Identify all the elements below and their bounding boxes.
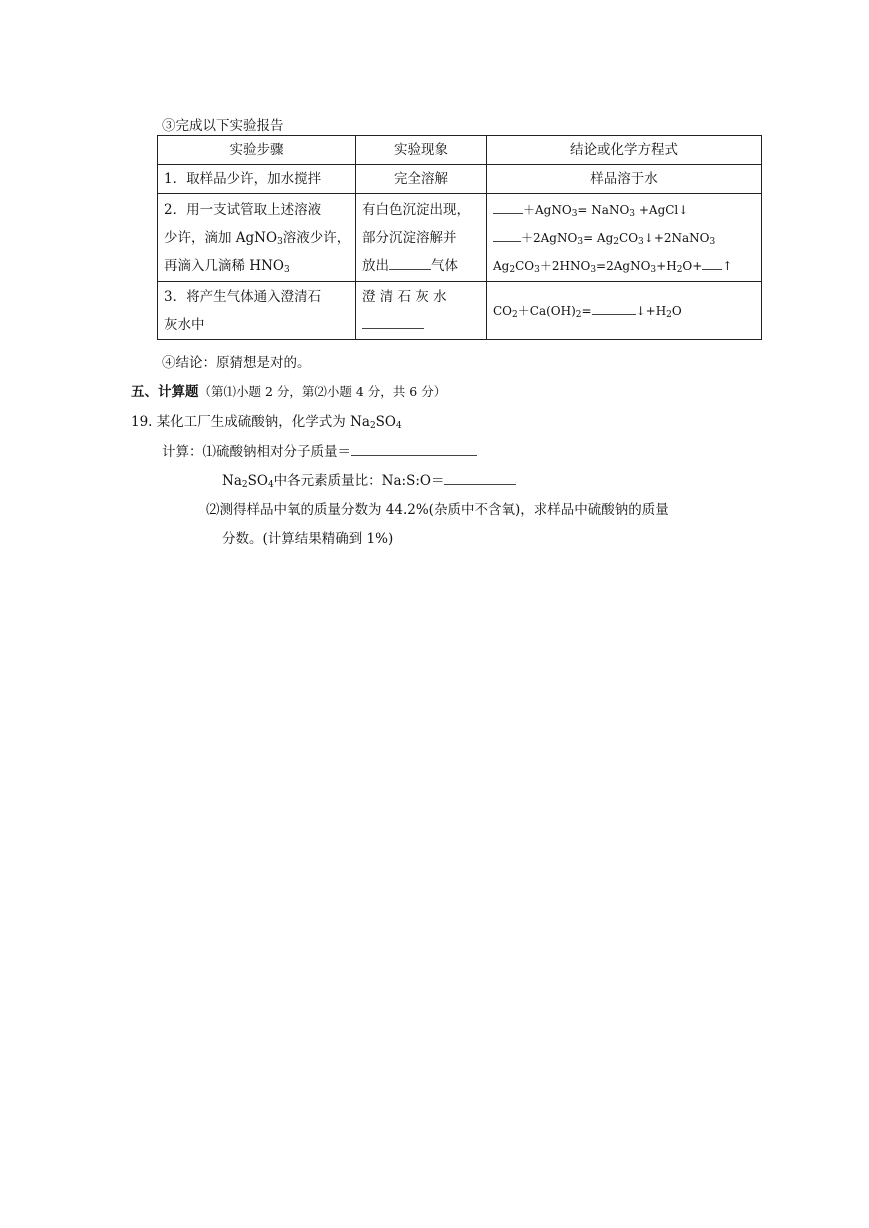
table-row [158,194,762,282]
text: 气体 [431,257,458,274]
step-2-line1: 2．用一支试管取上述溶液 [164,201,322,218]
text: =2AgNO [596,258,651,273]
text: CO [493,303,513,318]
phenomenon-2 [356,194,487,282]
table-header-row [158,136,762,165]
step-3-line1: 3．将产生气体通入澄清石 [164,288,322,305]
phenomenon-2-line3 [362,252,480,280]
subscript: 2 [241,480,248,490]
text: ＋Ca(OH) [517,303,576,318]
answer-blank[interactable] [702,255,722,270]
phenomenon-1: 完全溶解 [356,165,487,194]
equation-2 [493,224,755,252]
header-phenomenon: 实验现象 [356,136,487,165]
subscript: 3 [590,264,597,275]
step-2-line3 [164,252,349,280]
text: SO [375,414,396,430]
header-conclusion: 结论或化学方程式 [487,136,762,165]
text: = NaNO [577,202,630,217]
step-2 [158,194,356,282]
answer-blank[interactable] [493,199,523,214]
subscript: 2 [512,309,518,320]
table-row [158,165,762,194]
step-1: 1．取样品少许，加水搅拌 [158,165,356,194]
equation-4 [493,297,755,325]
subscript: 3 [577,236,584,247]
question-text: 某化工厂生成硫酸钠，化学式为 Na [156,414,370,430]
step-3 [158,282,356,340]
conclusion-text: ④结论：原猜想是对的。 [162,355,311,371]
text: ↑ [722,258,733,273]
phenomenon-3-line2 [362,311,480,339]
subscript: 2 [369,421,376,431]
text: = Ag [583,230,614,245]
text: SO [247,473,268,489]
text: O [671,303,682,318]
text: 溶液少许， [282,229,351,246]
subscript: 2 [575,309,582,320]
report-intro: ③完成以下实验报告 [162,118,284,134]
subscript: 3 [534,264,540,275]
calc-label: 计算：⑴硫酸钠相对分子质量＝ [162,444,351,460]
text: 放出 [362,257,389,274]
subscript: 2 [666,309,672,320]
answer-blank[interactable] [362,314,424,329]
answer-blank[interactable] [493,227,521,242]
text: +AgCl↓ [635,202,689,217]
text: ＋2AgNO [521,230,578,245]
conclusion-2 [487,194,762,282]
answer-blank[interactable] [351,441,477,456]
phenomenon-2-line1: 有白色沉淀出现， [362,201,470,218]
text: 再滴入几滴稀 HNO [164,257,284,274]
calc-line-4: 分数。(计算结果精确到 1%) [222,531,394,547]
question-19 [131,410,402,430]
text: 中各元素质量比：Na:S:O＝ [273,473,445,489]
text: ＋2HNO [539,258,591,273]
conclusion-1: 样品溶于水 [487,165,762,194]
subscript: 4 [396,421,402,431]
text: +H [656,258,677,273]
equation-3 [493,252,755,280]
answer-blank[interactable] [592,300,636,315]
step-2-line2 [164,224,349,252]
section-title: 五、计算题 [131,384,199,400]
subscript: 3 [638,236,644,247]
phenomenon-3-line1: 澄 清 石 灰 水 [362,288,447,305]
calc-line-2 [222,469,516,489]
calc-line-1 [162,440,477,460]
equation-1 [493,196,755,224]
experiment-report-table [157,135,762,340]
subscript: 2 [676,264,683,275]
text: = [581,303,592,318]
calc-line-3: ⑵测得样品中氧的质量分数为 44.2%(杂质中不含氧)，求样品中硫酸钠的质量 [206,502,669,518]
conclusion-3 [487,282,762,340]
text: ↓+2NaNO [643,230,710,245]
answer-blank[interactable] [444,470,516,485]
section-note: （第⑴小题 2 分，第⑵小题 4 分，共 6 分） [198,384,447,399]
step-3-line2: 灰水中 [164,316,205,333]
subscript: 3 [571,208,578,219]
text: CO [515,258,535,273]
subscript: 4 [267,480,274,490]
subscript: 3 [283,264,290,275]
text: ↓+H [635,303,667,318]
text: Na [222,473,242,489]
text: CO [619,230,639,245]
subscript: 2 [509,264,516,275]
text: Ag [493,258,510,273]
section-5-heading [131,380,446,400]
text: ＋AgNO [523,202,572,217]
answer-blank[interactable] [389,255,431,270]
subscript: 3 [629,208,636,219]
text: O+ [682,258,703,273]
subscript: 3 [650,264,657,275]
phenomenon-2-line2: 部分沉淀溶解并 [362,229,457,246]
question-number: 19. [131,414,153,430]
header-step: 实验步骤 [158,136,356,165]
phenomenon-3 [356,282,487,340]
text: 少许，滴加 AgNO [164,229,278,246]
table-row [158,282,762,340]
subscript: 3 [709,236,716,247]
subscript: 3 [277,236,283,247]
subscript: 2 [613,236,620,247]
